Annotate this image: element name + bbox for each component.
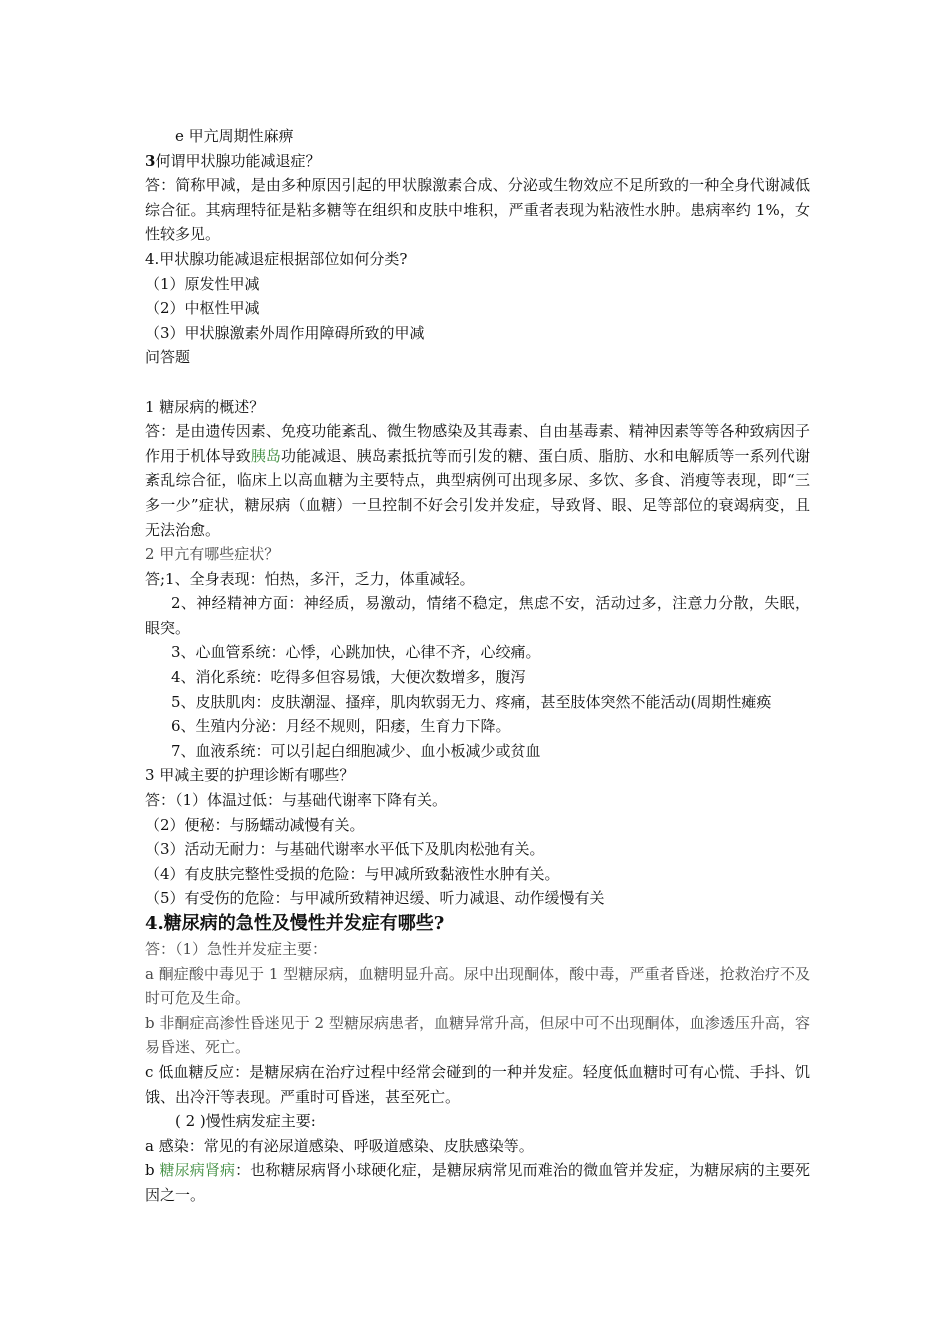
question-3-number: 3: [145, 151, 156, 170]
qa4-question: 4.糖尿病的急性及慢性并发症有哪些?: [145, 913, 445, 934]
qa4-chronic-heading: ( 2 )慢性病发症主要:: [175, 1112, 316, 1131]
qa2-item-1: 答;1、全身表现：怕热，多汗，乏力，体重减轻。: [145, 569, 475, 588]
classification-3: （3）甲状腺激素外周作用障碍所致的甲减: [145, 323, 425, 342]
qa2-item-2: 2、神经精神方面：神经质，易激动，情绪不稳定，焦虑不安，活动过多，注意力分散，失眠，眼突。: [145, 594, 810, 637]
qa1-answer-part-b: 功能减退、胰岛素抵抗等而引发的糖、蛋白质、脂肪、水和电解质等一系列代谢紊乱综合征，临床上以高血糖为主要特点，典型病例可出现多尿、多饮、多食、消瘦等表现，即“三多一少”症状，糖尿病（血糖）一旦控制不好会引发并发症，导致肾、眼、足等部位的衰竭病变，且无法治愈。: [145, 446, 810, 539]
qa3-item-4: （4）有皮肤完整性受损的危险：与甲减所致黏液性水肿有关。: [145, 864, 560, 883]
qa3-item-1: 答：（1）体温过低：与基础代谢率下降有关。: [145, 791, 448, 810]
qa4-chronic-a: a 感染：常见的有泌尿道感染、呼吸道感染、皮肤感染等。: [145, 1136, 534, 1155]
qa3-question: 3 甲减主要的护理诊断有哪些？: [145, 766, 355, 785]
qa4-acute-heading: 答：（1）急性并发症主要：: [145, 940, 328, 958]
classification-1: （1）原发性甲减: [145, 274, 260, 293]
qa2-item-7: 7、血液系统：可以引起白细胞减少、血小板减少或贫血: [171, 741, 541, 760]
pancreatic-islet-link[interactable]: 胰岛: [250, 446, 282, 465]
section-heading: 问答题: [145, 348, 191, 367]
item-e: e 甲亢周期性麻痹: [175, 127, 294, 145]
answer-3: 答：简称甲减，是由多种原因引起的甲状腺激素合成、分泌或生物效应不足所致的一种全身代谢减低综合征。其病理特征是粘多糖等在组织和皮肤中堆积，严重者表现为粘液性水肿。患病率约 1%，女性较多见。: [145, 176, 810, 244]
qa2-item-6: 6、生殖内分泌：月经不规则，阳痿，生育力下降。: [171, 717, 511, 736]
qa4-acute-a: a 酮症酸中毒见于 1 型糖尿病，血糖明显升高。尿中出现酮体，酸中毒，严重者昏迷，抢救治疗不及时可危及生命。: [145, 964, 810, 1008]
qa3-item-2: （2）便秘：与肠蠕动减慢有关。: [145, 815, 365, 834]
qa1-answer: [145, 419, 810, 542]
qa4-acute-b: b 非酮症高渗性昏迷见于 2 型糖尿病患者，血糖异常升高，但尿中可不出现酮体，血渗透压升高，容易昏迷、死亡。: [145, 1013, 810, 1057]
question-3: [145, 149, 810, 174]
blank-line: [145, 370, 810, 395]
classification-2: （2）中枢性甲减: [145, 299, 260, 318]
qa3-item-5: （5）有受伤的危险：与甲减所致精神迟缓、听力减退、动作缓慢有关: [145, 889, 605, 908]
qa4-chronic-b-text: ：也称糖尿病肾小球硬化症，是糖尿病常见而难治的微血管并发症，为糖尿病的主要死因之一。: [145, 1161, 810, 1204]
qa4-acute-c: c 低血糖反应：是糖尿病在治疗过程中经常会碰到的一种并发症。轻度低血糖时可有心慌、手抖、饥饿、出冷汗等表现。严重时可昏迷，甚至死亡。: [145, 1062, 810, 1106]
qa4-chronic-b: [145, 1158, 810, 1207]
qa2-item-4: 4、消化系统：吃得多但容易饿，大便次数增多，腹泻: [171, 668, 526, 687]
qa2-item-5: 5、皮肤肌肉：皮肤潮湿、搔痒，肌肉软弱无力、疼痛，甚至肢体突然不能活动(周期性瘫痪: [171, 692, 772, 711]
question-4: 4.甲状腺功能减退症根据部位如何分类?: [145, 249, 408, 268]
qa4-chronic-b-prefix: b: [145, 1161, 160, 1180]
diabetic-nephropathy-link[interactable]: 糖尿病肾病: [159, 1161, 236, 1180]
qa1-question: 1 糖尿病的概述？: [145, 397, 265, 416]
qa2-question: 2 甲亢有哪些症状？: [145, 545, 280, 564]
question-3-text: 何谓甲状腺功能减退症？: [155, 151, 321, 170]
document-page: [145, 124, 810, 1208]
qa2-item-3: 3、心血管系统：心悸，心跳加快，心律不齐，心绞痛。: [171, 643, 541, 662]
qa1-answer-part-a: 答：是由遗传因素、免疫功能紊乱、微生物感染及其毒素、自由基毒素、精神因素等等各种致病因子作用于机体导致: [145, 422, 810, 465]
qa3-item-3: （3）活动无耐力：与基础代谢率水平低下及肌肉松弛有关。: [145, 840, 545, 859]
